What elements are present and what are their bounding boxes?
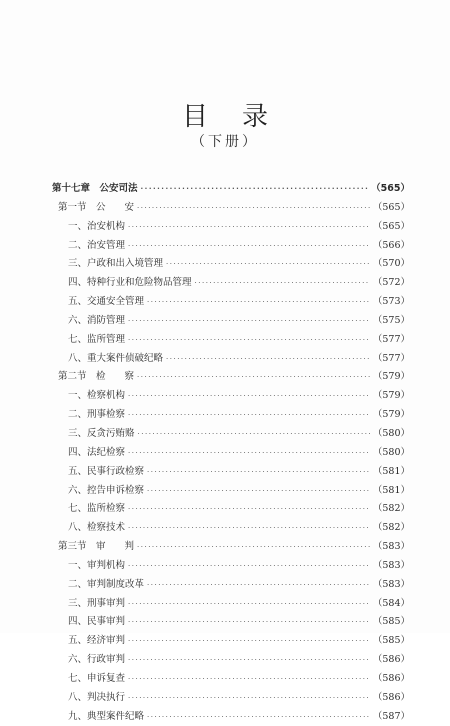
toc-page-number: （577） (372, 352, 410, 364)
dot-leader (128, 218, 370, 237)
dot-leader (137, 538, 370, 557)
toc-entry-label: 五、经济审判 (68, 635, 126, 647)
dot-leader (128, 670, 370, 689)
toc-entry-label: 四、特种行业和危险物品管理 (68, 277, 192, 289)
toc-entry-label: 第一节 公 安 (58, 201, 135, 213)
dot-leader (128, 500, 370, 519)
dot-leader (128, 613, 370, 632)
dot-leader (128, 557, 370, 576)
dot-leader (137, 368, 370, 387)
page-title: 目录 (181, 102, 302, 132)
dot-leader (128, 312, 370, 331)
toc-page-number: （585） (372, 616, 410, 628)
toc-entry-label: 二、治安管理 (68, 239, 126, 251)
toc-page-number: （582） (372, 503, 410, 515)
toc-item-entry (52, 557, 410, 576)
toc-page-number: （585） (372, 635, 410, 647)
dot-leader (147, 463, 370, 482)
toc-entry-label: 一、审判机构 (68, 559, 126, 571)
page-subtitle: （下册） (191, 134, 259, 150)
toc-entry-label: 三、户政和出入境管理 (68, 258, 164, 270)
toc-item-entry (52, 482, 410, 501)
dot-leader (128, 632, 370, 651)
toc-page-number: （586） (372, 672, 410, 684)
toc-item-entry (52, 425, 410, 444)
toc-item-entry (52, 613, 410, 632)
toc-item-entry (52, 444, 410, 463)
toc-page-number: （566） (372, 239, 410, 251)
toc-entry-label: 四、法纪检察 (68, 446, 126, 458)
toc-item-entry (52, 519, 410, 538)
table-of-contents (52, 180, 410, 726)
dot-leader (137, 199, 370, 218)
dot-leader (147, 708, 370, 726)
toc-item-entry (52, 274, 410, 293)
toc-page-number: （575） (372, 314, 410, 326)
toc-entry-label: 第十七章 公安司法 (52, 183, 138, 194)
toc-entry-label: 五、民事行政检察 (68, 465, 145, 477)
toc-entry-label: 二、审判制度改革 (68, 578, 145, 590)
toc-item-entry (52, 651, 410, 670)
toc-entry-label: 七、监所管理 (68, 333, 126, 345)
toc-item-entry (52, 632, 410, 651)
toc-entry-label: 二、刑事检察 (68, 409, 126, 421)
dot-leader (166, 350, 370, 369)
toc-page-number: （565） (372, 220, 410, 232)
toc-entry-label: 第二节 检 察 (58, 371, 135, 383)
toc-page-number: （586） (372, 654, 410, 666)
toc-page-number: （580） (372, 446, 410, 458)
toc-item-entry (52, 500, 410, 519)
toc-page-number: （579） (372, 371, 410, 383)
toc-section-entry (52, 538, 410, 557)
toc-entry-label: 八、判决执行 (68, 691, 126, 703)
toc-page-number: （580） (372, 427, 410, 439)
toc-page-number: （581） (372, 484, 410, 496)
dot-leader (147, 482, 370, 501)
dot-leader (128, 651, 370, 670)
toc-page-number: （565） (371, 183, 410, 194)
toc-page-number: （583） (372, 541, 410, 553)
toc-entry-label: 一、检察机构 (68, 390, 126, 402)
toc-section-entry (52, 199, 410, 218)
dot-leader (128, 237, 370, 256)
toc-item-entry (52, 463, 410, 482)
toc-page-number: （565） (372, 201, 410, 213)
toc-page-number: （586） (372, 691, 410, 703)
toc-page-number: （579） (372, 390, 410, 402)
toc-page-number: （584） (372, 597, 410, 609)
toc-item-entry (52, 255, 410, 274)
dot-leader (128, 689, 370, 708)
toc-item-entry (52, 218, 410, 237)
toc-page-number: （582） (372, 522, 410, 534)
toc-item-entry (52, 670, 410, 689)
toc-entry-label: 九、典型案件纪略 (68, 710, 145, 722)
toc-page-number: （583） (372, 578, 410, 590)
toc-item-entry (52, 237, 410, 256)
dot-leader (166, 255, 370, 274)
toc-entry-label: 七、申诉复查 (68, 672, 126, 684)
toc-page-number: （577） (372, 333, 410, 345)
dot-leader (128, 406, 370, 425)
toc-page-number: （587） (372, 710, 410, 722)
toc-entry-label: 一、治安机构 (68, 220, 126, 232)
dot-leader (195, 274, 370, 293)
toc-item-entry (52, 595, 410, 614)
dot-leader (128, 519, 370, 538)
toc-entry-label: 七、监所检察 (68, 503, 126, 515)
dot-leader (147, 293, 370, 312)
dot-leader (128, 595, 370, 614)
toc-page-number: （583） (372, 559, 410, 571)
toc-item-entry (52, 293, 410, 312)
toc-entry-label: 六、消防管理 (68, 314, 126, 326)
toc-entry-label: 八、检察技术 (68, 522, 126, 534)
toc-entry-label: 三、反贪污贿赂 (68, 427, 135, 439)
toc-entry-label: 八、重大案件侦破纪略 (68, 352, 164, 364)
toc-entry-label: 三、刑事审判 (68, 597, 126, 609)
toc-page-number: （572） (372, 277, 410, 289)
toc-item-entry (52, 708, 410, 726)
toc-entry-label: 五、交通安全管理 (68, 296, 145, 308)
toc-item-entry (52, 350, 410, 369)
toc-page-number: （581） (372, 465, 410, 477)
dot-leader (128, 387, 370, 406)
dot-leader (128, 331, 370, 350)
toc-entry-label: 四、民事审判 (68, 616, 126, 628)
toc-page-number: （570） (372, 258, 410, 270)
toc-item-entry (52, 576, 410, 595)
toc-item-entry (52, 387, 410, 406)
toc-item-entry (52, 406, 410, 425)
dot-leader (147, 576, 370, 595)
toc-page-number: （579） (372, 409, 410, 421)
dot-leader (141, 180, 369, 199)
toc-item-entry (52, 331, 410, 350)
toc-entry-label: 六、控告申诉检察 (68, 484, 145, 496)
toc-item-entry (52, 312, 410, 331)
toc-page-number: （573） (372, 296, 410, 308)
toc-chapter-entry (52, 180, 410, 199)
toc-item-entry (52, 689, 410, 708)
dot-leader (138, 425, 370, 444)
toc-entry-label: 第三节 审 判 (58, 541, 135, 553)
toc-entry-label: 六、行政审判 (68, 654, 126, 666)
dot-leader (128, 444, 370, 463)
toc-section-entry (52, 368, 410, 387)
